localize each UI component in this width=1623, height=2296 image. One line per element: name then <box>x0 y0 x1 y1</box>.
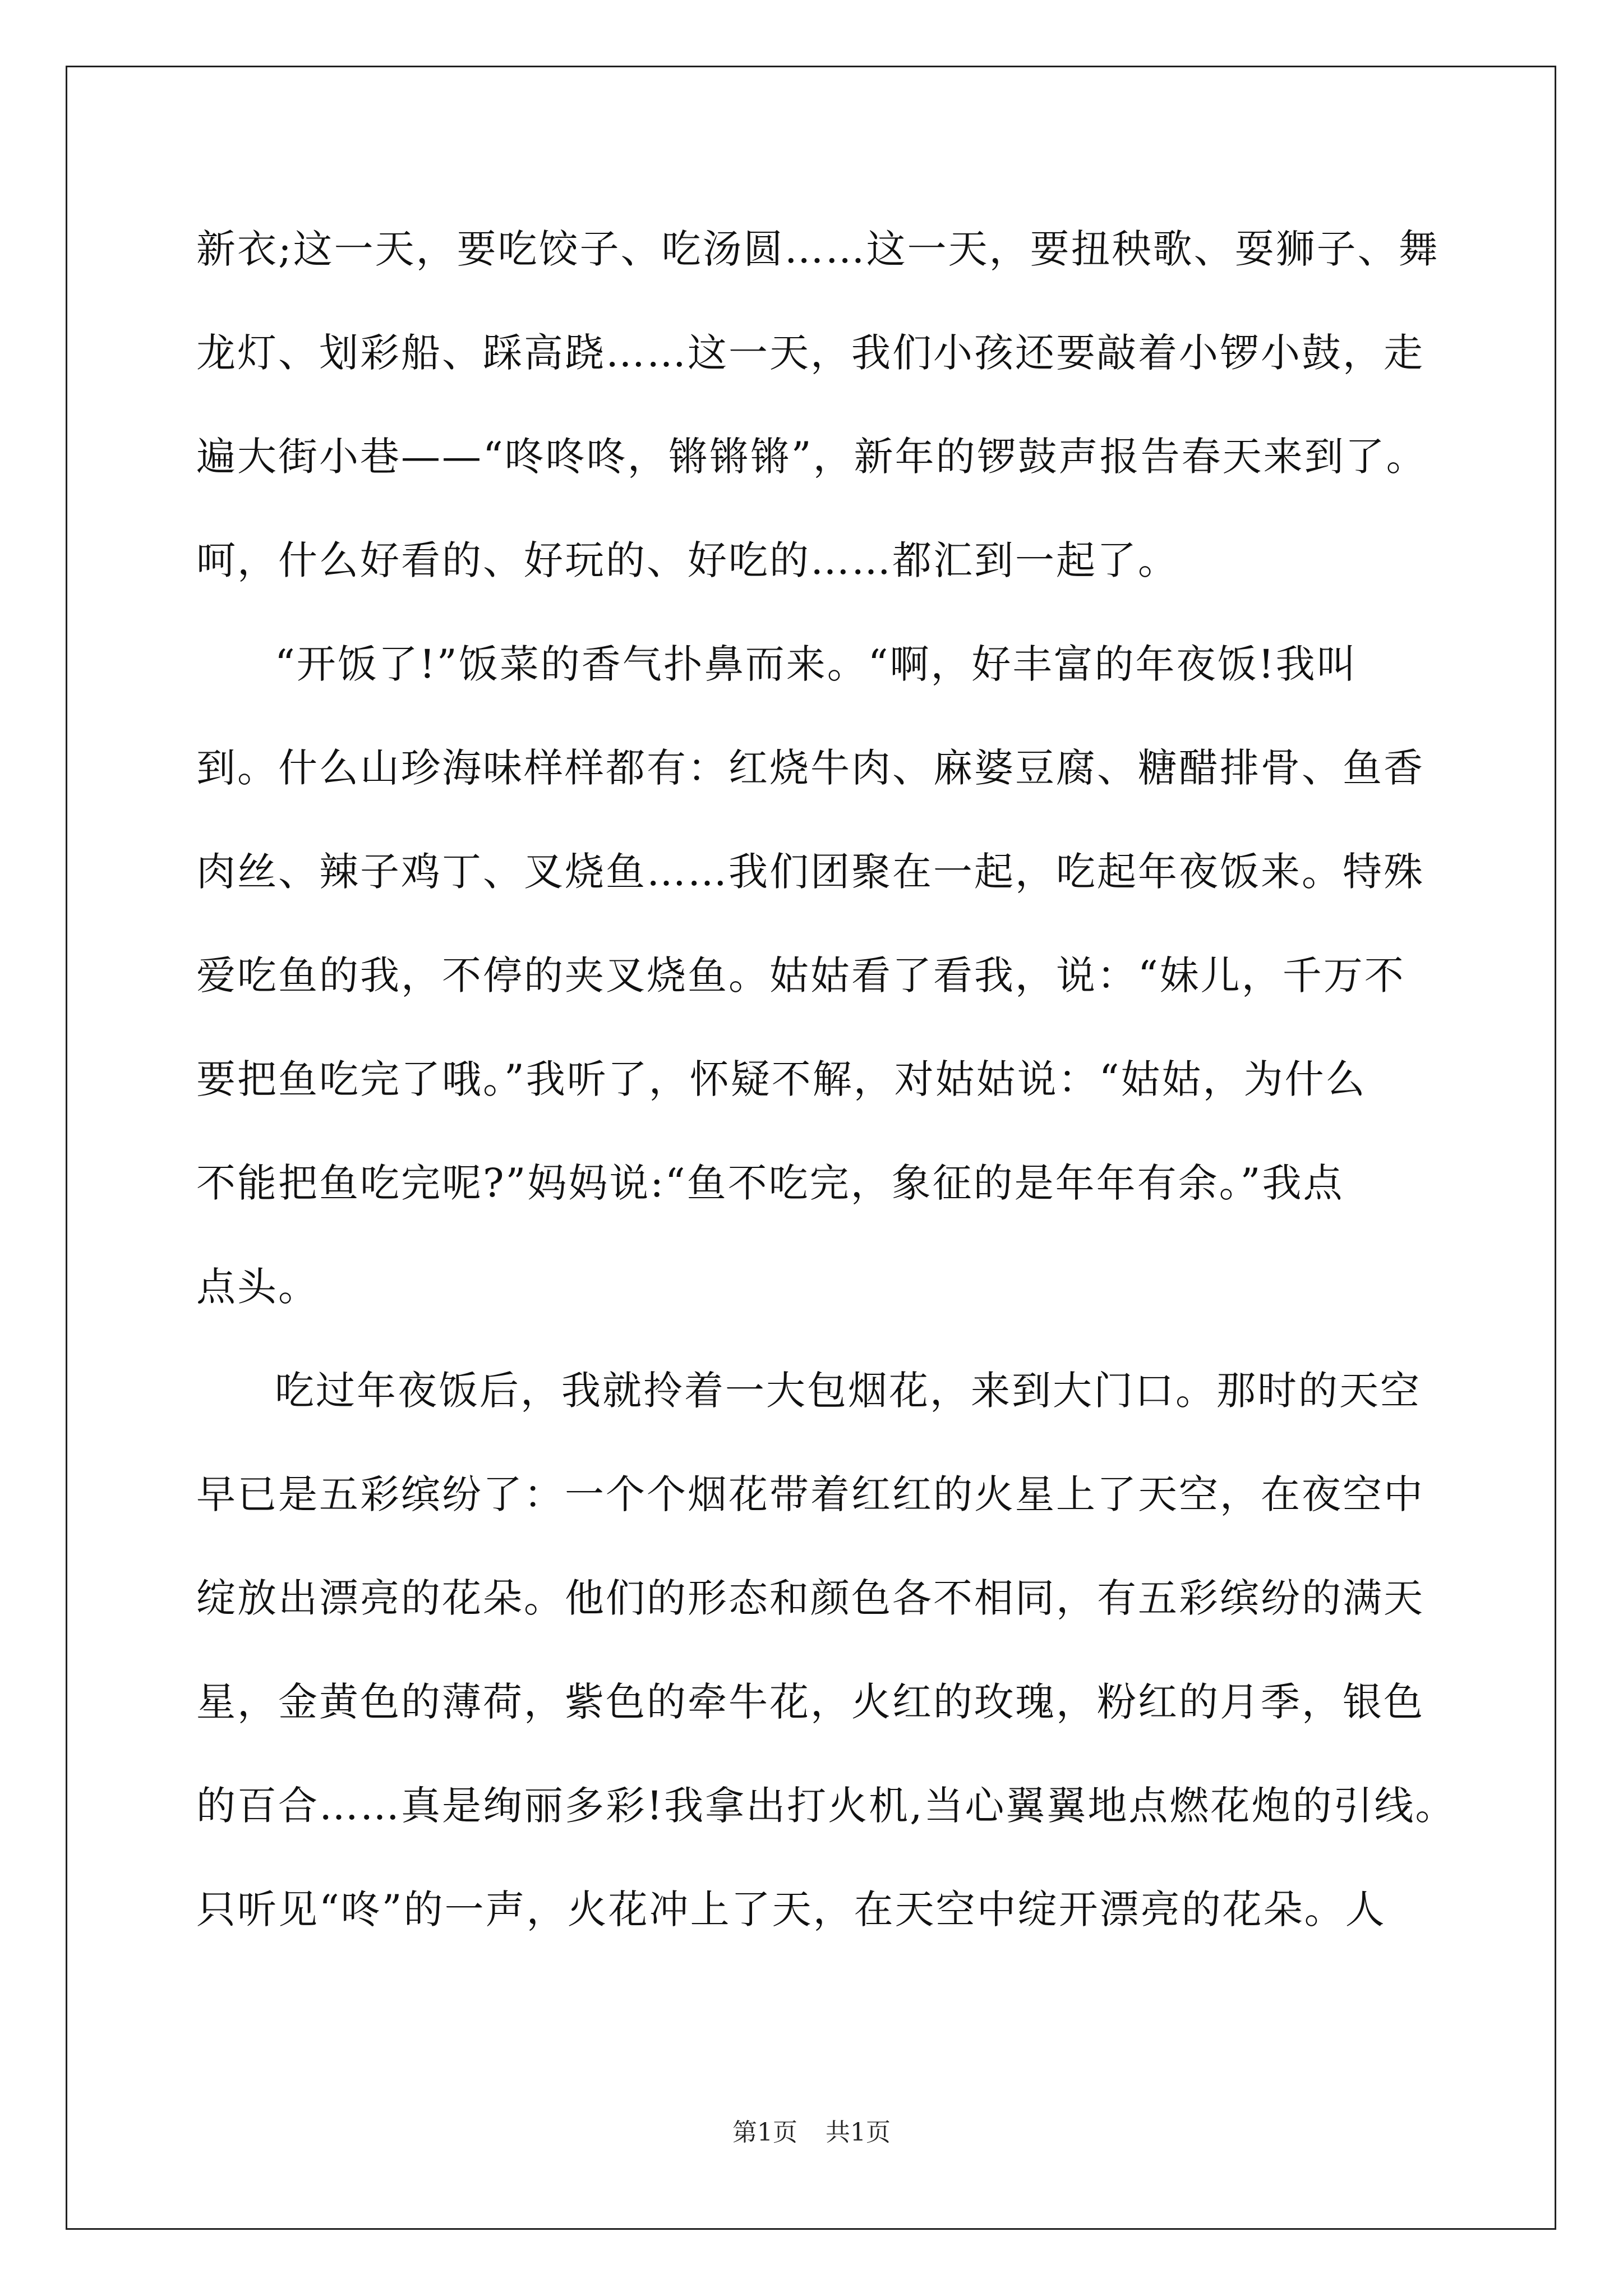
text-line: 呵，什么好看的、好玩的、好吃的……都汇到一起了。 <box>196 537 1179 583</box>
text-line: 只听见“咚”的一声，火花冲上了天，在天空中绽开漂亮的花朵。人 <box>196 1887 1386 1932</box>
text-line: 遍大街小巷——“咚咚咚，锵锵锵”，新年的锣鼓声报告春天来到了。 <box>196 434 1427 480</box>
text-line: 不能把鱼吃完呢?”妈妈说:“鱼不吃完，象征的是年年有余。”我点 <box>196 1160 1344 1206</box>
page-footer <box>0 2112 1623 2148</box>
text-line: 肉丝、辣子鸡丁、叉烧鱼……我们团聚在一起，吃起年夜饭来。特殊 <box>196 849 1424 895</box>
text-line: 绽放出漂亮的花朵。他们的形态和颜色各不相同，有五彩缤纷的满天 <box>196 1575 1424 1621</box>
text-line: 到。什么山珍海味样样都有：红烧牛肉、麻婆豆腐、糖醋排骨、鱼香 <box>196 745 1424 791</box>
page-number: 第1页 <box>732 2118 797 2147</box>
text-line: 爱吃鱼的我，不停的夹叉烧鱼。姑姑看了看我，说：“妹儿，千万不 <box>196 953 1405 999</box>
text-line: 星，金黄色的薄荷，紫色的牵牛花，火红的玫瑰，粉红的月季，银色 <box>196 1679 1424 1725</box>
text-line: 要把鱼吃完了哦。”我听了，怀疑不解，对姑姑说：“姑姑，为什么 <box>196 1056 1367 1102</box>
text-line: 早已是五彩缤纷了：一个个烟花带着红红的火星上了天空，在夜空中 <box>196 1471 1424 1517</box>
text-line: 龙灯、划彩船、踩高跷……这一天，我们小孩还要敲着小锣小鼓，走 <box>196 330 1424 376</box>
text-line: “开饭了!”饭菜的香气扑鼻而来。“啊，好丰富的年夜饭!我叫 <box>275 641 1358 687</box>
text-line: 吃过年夜饭后，我就拎着一大包烟花，来到大门口。那时的天空 <box>275 1368 1421 1414</box>
text-line: 的百合……真是绚丽多彩!我拿出打火机,当心翼翼地点燃花炮的引线。 <box>196 1783 1456 1829</box>
body-text <box>196 208 1456 1972</box>
text-line: 新衣;这一天，要吃饺子、吃汤圆……这一天，要扭秧歌、耍狮子、舞 <box>196 226 1440 272</box>
text-line: 点头。 <box>196 1264 319 1310</box>
page-total: 共1页 <box>826 2118 891 2147</box>
